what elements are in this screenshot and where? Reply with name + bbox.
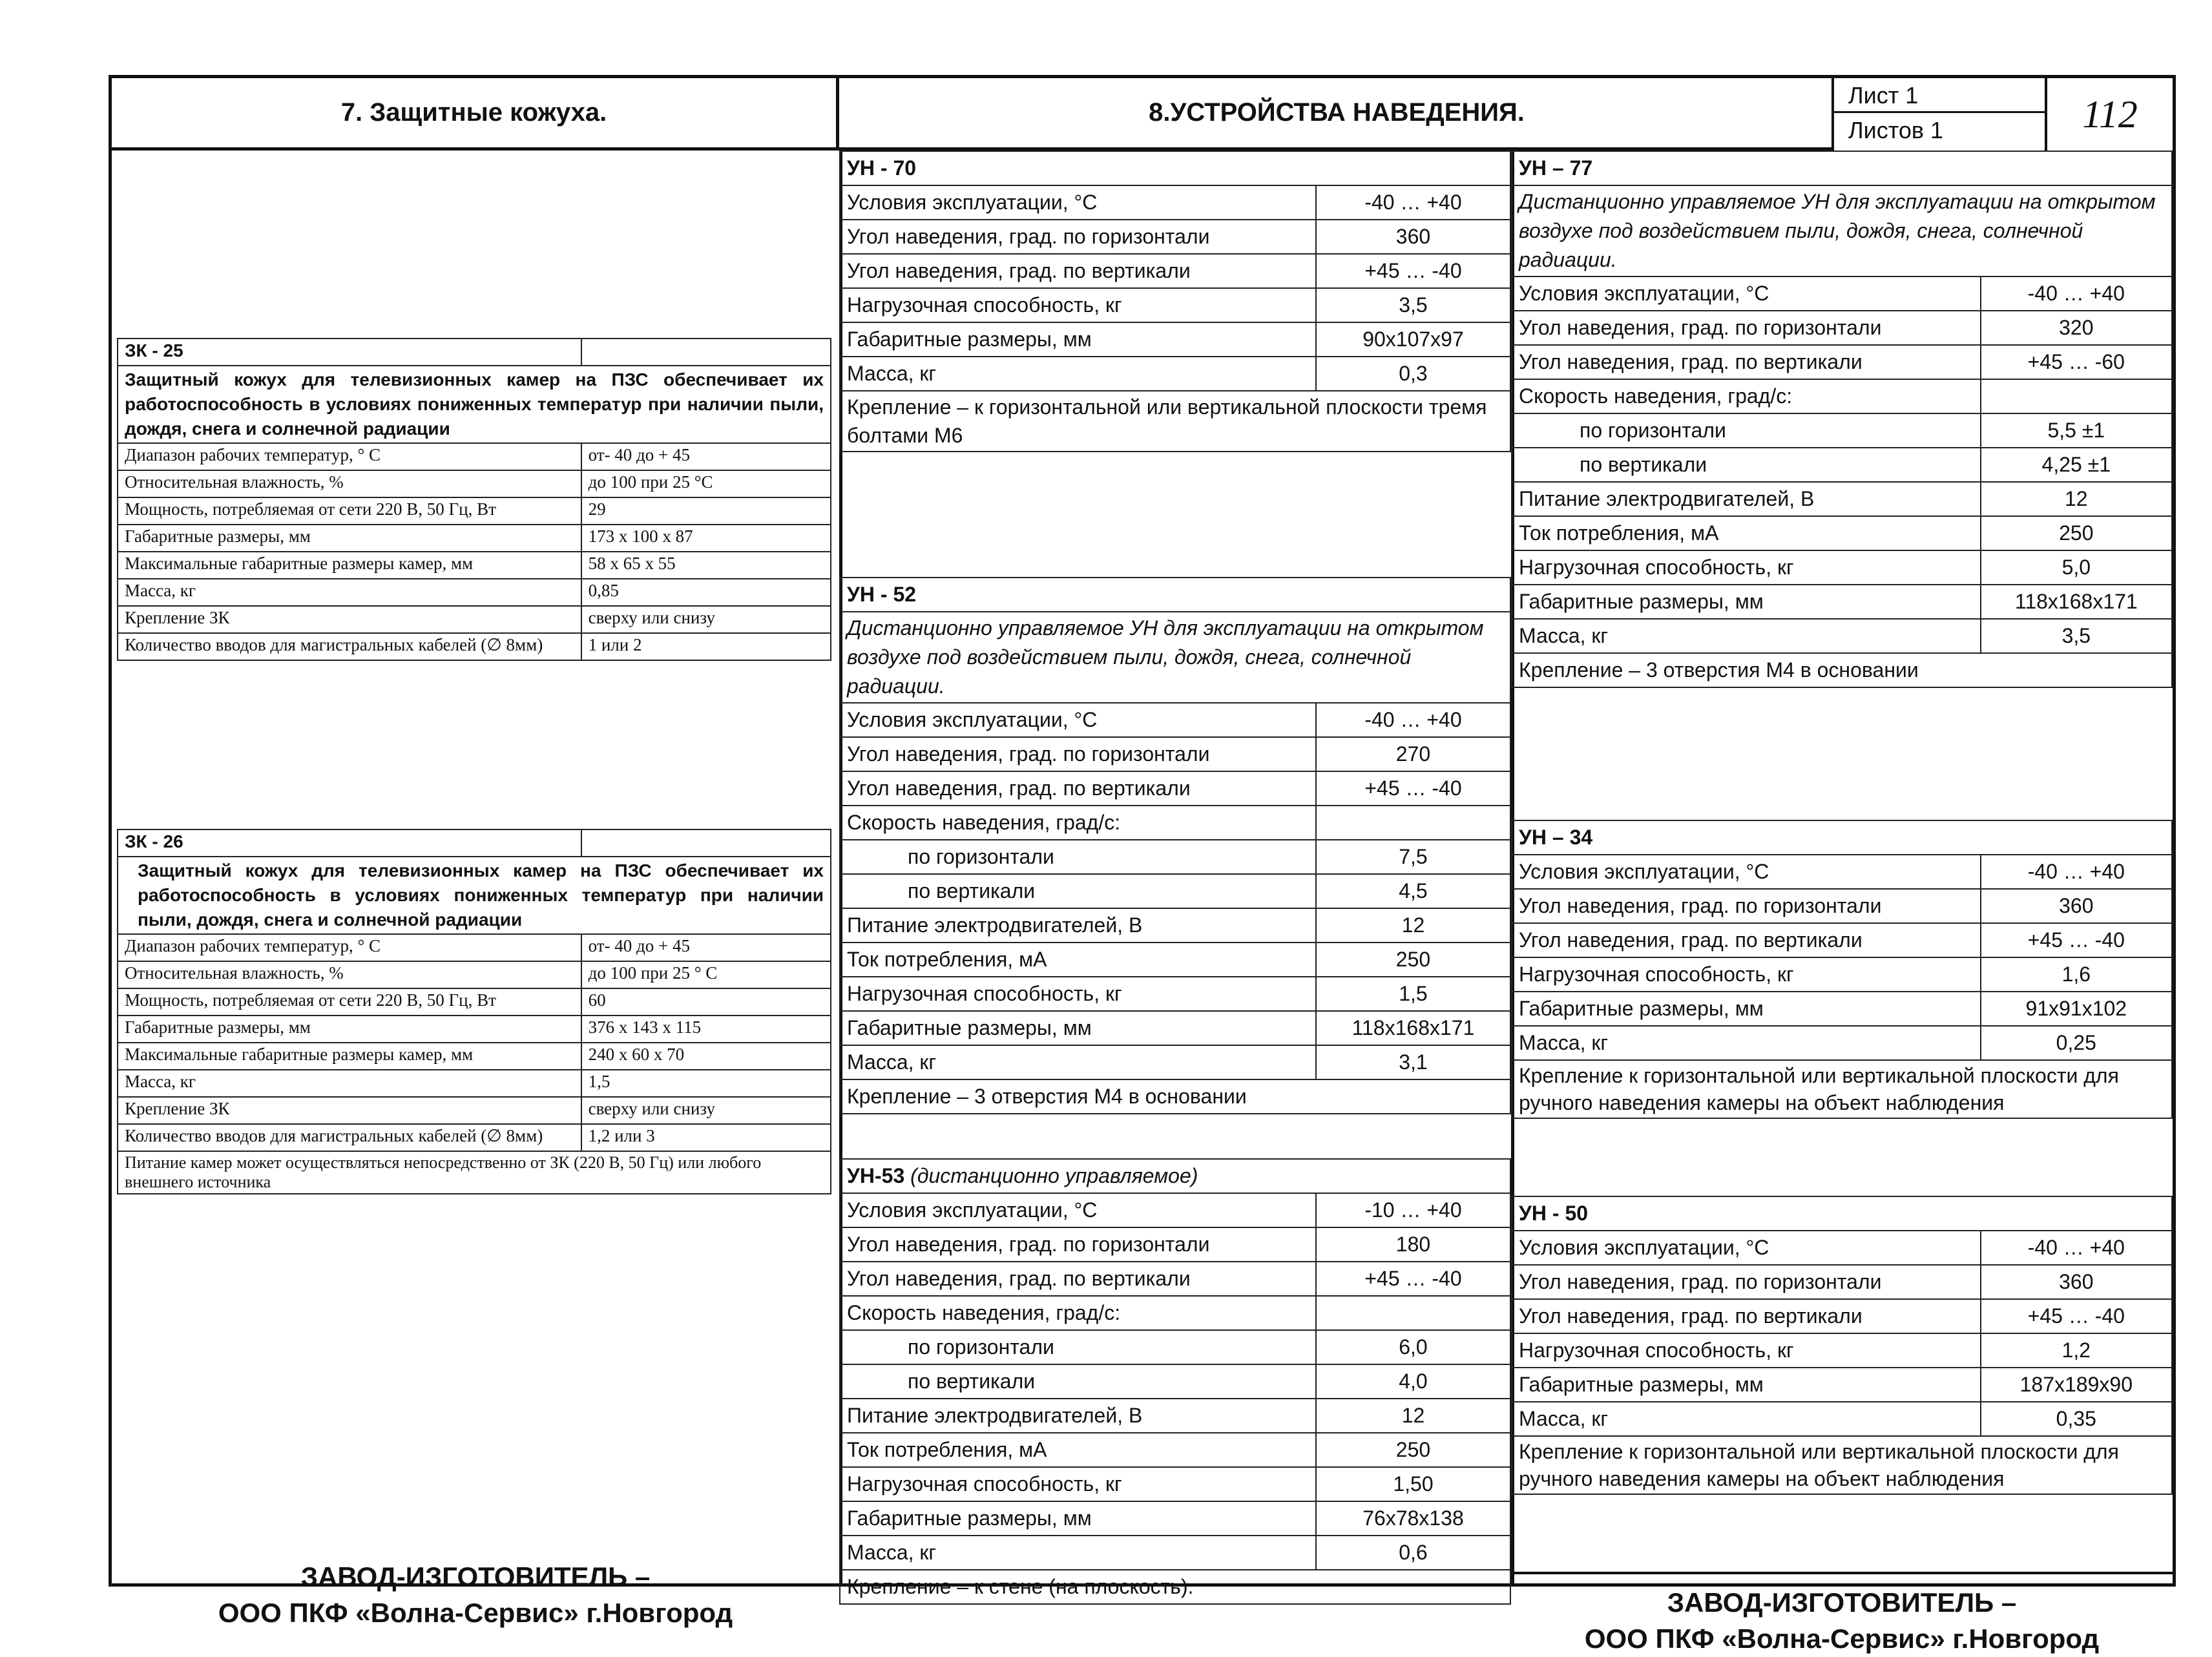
un53-table (839, 1158, 1511, 1605)
spec-row (840, 254, 1510, 288)
manufacturer-line2: ООО ПКФ «Волна-Сервис» г.Новгород (1584, 1623, 2100, 1654)
un77-speed-v: 4,25 ±1 (1981, 448, 2172, 482)
spec-label: Угол наведения, град. по вертикали (1512, 345, 1981, 379)
spec-value: 0,85 (581, 579, 831, 606)
spec-label: Габаритные размеры, мм (118, 1016, 581, 1043)
un77-speed-h-label: по горизонтали (1512, 413, 1981, 448)
spec-row (118, 961, 831, 988)
un77-description: Дистанционно управляемое УН для эксплуатации на открытом воздухе под воздействием пыли, дождя, снега, солнечной радиации. (1512, 185, 2172, 276)
spec-label: Масса, кг (118, 1070, 581, 1097)
spec-label: Нагрузочная способность, кг (840, 1467, 1316, 1501)
un53-mount: Крепление – к стене (на плоскость). (840, 1570, 1510, 1604)
spec-row (840, 357, 1510, 391)
spec-label: Ток потребления, мА (840, 943, 1316, 977)
zk26-spec-rows (118, 934, 831, 1151)
spec-label: Масса, кг (118, 579, 581, 606)
spec-label: Условия эксплуатации, °С (840, 185, 1316, 220)
spec-label: Крепление ЗК (118, 606, 581, 633)
spec-row (118, 1070, 831, 1097)
spec-value: до 100 при 25 °С (581, 470, 831, 497)
spec-value: +45 … -40 (1316, 254, 1510, 288)
spec-row (118, 606, 831, 633)
spec-label: Угол наведения, град. по вертикали (840, 1262, 1316, 1296)
un53-code: УН-53 (847, 1164, 905, 1187)
section-title-protective-housings: 7. Защитные кожуха. (112, 78, 839, 151)
spec-row (118, 525, 831, 552)
un34-table (1511, 820, 2173, 1119)
spec-row (840, 908, 1510, 943)
spec-row (840, 1536, 1510, 1570)
spec-label: Мощность, потребляемая от сети 220 В, 50 Гц, Вт (118, 988, 581, 1016)
manufacturer-line1: ЗАВОД-ИЗГОТОВИТЕЛЬ – (1667, 1587, 2017, 1618)
un77-speed-h: 5,5 ±1 (1981, 413, 2172, 448)
un34-code: УН – 34 (1512, 820, 2172, 855)
spec-row (840, 977, 1510, 1011)
spec-row (118, 1043, 831, 1070)
spec-label: Нагрузочная способность, кг (840, 288, 1316, 322)
spec-row (840, 1045, 1510, 1079)
spec-value: 90х107х97 (1316, 322, 1510, 357)
un34-spec-rows (1512, 855, 2172, 1060)
spec-label: Угол наведения, град. по горизонтали (1512, 311, 1981, 345)
spec-value: 118х168х171 (1981, 585, 2172, 619)
un50-table (1511, 1196, 2173, 1495)
spec-value: 250 (1981, 516, 2172, 550)
spec-value: 250 (1316, 943, 1510, 977)
spec-row (840, 288, 1510, 322)
spec-value: -40 … +40 (1316, 703, 1510, 737)
spec-label: Ток потребления, мА (1512, 516, 1981, 550)
spec-value: 0,25 (1981, 1026, 2172, 1060)
spec-value: 0,3 (1316, 357, 1510, 391)
spec-value: 3,5 (1981, 619, 2172, 653)
spec-row (840, 703, 1510, 737)
spec-row (840, 1399, 1510, 1433)
spec-value: +45 … -40 (1981, 1299, 2172, 1333)
spec-label: Питание электродвигателей, В (840, 1399, 1316, 1433)
spec-row (118, 1016, 831, 1043)
spec-value: 0,35 (1981, 1402, 2172, 1436)
spec-value: 1,2 или 3 (581, 1124, 831, 1151)
spec-row (1512, 1402, 2172, 1436)
un53-spec-rows (840, 1193, 1510, 1296)
spec-label: Угол наведения, град. по горизонтали (1512, 889, 1981, 923)
spec-row (1512, 585, 2172, 619)
spec-label: Диапазон рабочих температур, ° С (118, 934, 581, 961)
spec-row (118, 633, 831, 660)
spec-row (1512, 1368, 2172, 1402)
zk25-block (117, 338, 831, 661)
spec-label: Крепление ЗК (118, 1097, 581, 1124)
spec-label: Нагрузочная способность, кг (1512, 1333, 1981, 1368)
spec-row (840, 1193, 1510, 1227)
spec-label: Условия эксплуатации, °С (1512, 855, 1981, 889)
page-number: 112 (2045, 78, 2173, 151)
column-protective-housings (112, 151, 842, 1628)
spec-label: Угол наведения, град. по вертикали (840, 254, 1316, 288)
spec-label: Условия эксплуатации, °С (1512, 276, 1981, 311)
un70-table (839, 151, 1511, 452)
un53-spec-rows-2 (840, 1399, 1510, 1570)
un77-speed-v-label: по вертикали (1512, 448, 1981, 482)
spec-value: +45 … -40 (1316, 1262, 1510, 1296)
spec-value: 60 (581, 988, 831, 1016)
manufacturer-left (112, 1559, 839, 1631)
spec-value: 29 (581, 497, 831, 525)
spec-label: Условия эксплуатации, °С (840, 1193, 1316, 1227)
spec-row (1512, 992, 2172, 1026)
spec-value: 250 (1316, 1433, 1510, 1467)
zk26-table (117, 829, 831, 1194)
spec-value: 360 (1981, 1265, 2172, 1299)
spec-row (1512, 516, 2172, 550)
spec-value: 5,0 (1981, 550, 2172, 585)
spec-row (840, 1467, 1510, 1501)
spec-row (1512, 619, 2172, 653)
column-pointing-devices-2 (1511, 151, 2173, 1654)
spec-value: 187х189х90 (1981, 1368, 2172, 1402)
manufacturer-line2: ООО ПКФ «Волна-Сервис» г.Новгород (218, 1598, 733, 1628)
un52-spec-rows (840, 703, 1510, 806)
spec-value: +45 … -40 (1981, 923, 2172, 957)
spec-value: 180 (1316, 1227, 1510, 1262)
spec-value: сверху или снизу (581, 606, 831, 633)
un52-speed-v-label: по вертикали (840, 874, 1316, 908)
spec-label: Нагрузочная способность, кг (1512, 957, 1981, 992)
spec-row (840, 185, 1510, 220)
spec-label: Угол наведения, град. по горизонтали (840, 737, 1316, 771)
un52-speed-v: 4,5 (1316, 874, 1510, 908)
zk26-note: Питание камер может осуществляться непосредственно от ЗК (220 В, 50 Гц) или любого внешнего источника (118, 1151, 831, 1194)
spec-value: 118х168х171 (1316, 1011, 1510, 1045)
spec-value: 1,5 (1316, 977, 1510, 1011)
un70-block (839, 151, 1511, 452)
spec-value: сверху или снизу (581, 1097, 831, 1124)
spec-label: Диапазон рабочих температур, ° С (118, 443, 581, 470)
spec-label: Угол наведения, град. по вертикали (1512, 923, 1981, 957)
spec-value: до 100 при 25 ° С (581, 961, 831, 988)
spec-row (840, 1227, 1510, 1262)
spec-row (1512, 482, 2172, 516)
un52-mount: Крепление – 3 отверстия М4 в основании (840, 1079, 1510, 1114)
spec-label: Количество вводов для магистральных кабелей (∅ 8мм) (118, 633, 581, 660)
spec-row (1512, 1299, 2172, 1333)
un34-mount: Крепление к горизонтальной или вертикальной плоскости для ручного наведения камеры на объект наблюдения (1512, 1060, 2172, 1118)
spec-row (118, 1124, 831, 1151)
spec-label: Масса, кг (840, 357, 1316, 391)
spec-label: Габаритные размеры, мм (840, 1501, 1316, 1536)
un77-speed-label: Скорость наведения, град/с: (1512, 379, 1981, 413)
spec-value: 0,6 (1316, 1536, 1510, 1570)
un52-block (839, 577, 1511, 1114)
manufacturer-right (1511, 1572, 2173, 1657)
spec-row (1512, 1231, 2172, 1265)
spec-value: 91х91х102 (1981, 992, 2172, 1026)
spec-label: Максимальные габаритные размеры камер, мм (118, 1043, 581, 1070)
spec-row (840, 220, 1510, 254)
spec-value: 240 х 60 х 70 (581, 1043, 831, 1070)
spec-row (840, 322, 1510, 357)
spec-label: Относительная влажность, % (118, 470, 581, 497)
zk25-table (117, 338, 831, 661)
spec-row (118, 443, 831, 470)
spec-value: 1,2 (1981, 1333, 2172, 1368)
spec-value: 360 (1981, 889, 2172, 923)
spec-value: от- 40 до + 45 (581, 443, 831, 470)
spec-label: Нагрузочная способность, кг (1512, 550, 1981, 585)
spec-value: +45 … -40 (1316, 771, 1510, 806)
spec-row (1512, 276, 2172, 311)
spec-label: Угол наведения, град. по горизонтали (840, 220, 1316, 254)
spec-row (118, 497, 831, 525)
un77-table (1511, 151, 2173, 688)
spec-value: от- 40 до + 45 (581, 934, 831, 961)
spec-label: Условия эксплуатации, °С (1512, 1231, 1981, 1265)
spec-label: Угол наведения, град. по вертикали (840, 771, 1316, 806)
un77-spec-rows (1512, 276, 2172, 379)
spec-value: 1,50 (1316, 1467, 1510, 1501)
spec-value: -40 … +40 (1981, 1231, 2172, 1265)
spec-label: Масса, кг (840, 1536, 1316, 1570)
un53-speed-v: 4,0 (1316, 1364, 1510, 1399)
zk25-code: ЗК - 25 (118, 339, 581, 366)
un53-speed-label: Скорость наведения, град/с: (840, 1296, 1316, 1330)
un52-code: УН - 52 (840, 578, 1510, 612)
sheets-total-label: Листов 1 (1848, 117, 1943, 143)
spec-row (1512, 1333, 2172, 1368)
spec-label: Условия эксплуатации, °С (840, 703, 1316, 737)
spec-value: 58 х 65 х 55 (581, 552, 831, 579)
spec-row (840, 1501, 1510, 1536)
spec-label: Количество вводов для магистральных кабелей (∅ 8мм) (118, 1124, 581, 1151)
spec-row (1512, 855, 2172, 889)
spec-row (840, 771, 1510, 806)
un52-speed-h: 7,5 (1316, 840, 1510, 874)
un52-spec-rows-2 (840, 908, 1510, 1079)
un77-mount: Крепление – 3 отверстия М4 в основании (1512, 653, 2172, 687)
un70-mount: Крепление – к горизонтальной или вертикальной плоскости тремя болтами М6 (840, 391, 1510, 452)
spec-label: Угол наведения, град. по горизонтали (840, 1227, 1316, 1262)
spec-value: 173 х 100 х 87 (581, 525, 831, 552)
spec-label: Габаритные размеры, мм (840, 322, 1316, 357)
spec-label: Ток потребления, мА (840, 1433, 1316, 1467)
spec-label: Габаритные размеры, мм (1512, 1368, 1981, 1402)
spec-row (1512, 957, 2172, 992)
spec-label: Питание электродвигателей, В (840, 908, 1316, 943)
section-title-pointing-devices: 8.УСТРОЙСТВА НАВЕДЕНИЯ. (839, 78, 1834, 151)
document-frame (109, 75, 2176, 1654)
spec-value: 3,1 (1316, 1045, 1510, 1079)
un53-speed-h: 6,0 (1316, 1330, 1510, 1364)
spec-label: Масса, кг (1512, 1026, 1981, 1060)
spec-value: 360 (1316, 220, 1510, 254)
spec-row (1512, 311, 2172, 345)
spec-row (840, 1011, 1510, 1045)
spec-value: 376 х 143 х 115 (581, 1016, 831, 1043)
un34-block (1511, 820, 2173, 1119)
spec-row (1512, 550, 2172, 585)
spec-label: Нагрузочная способность, кг (840, 977, 1316, 1011)
spec-value: 76х78х138 (1316, 1501, 1510, 1536)
un77-code: УН – 77 (1512, 151, 2172, 185)
un53-speed-h-label: по горизонтали (840, 1330, 1316, 1364)
spec-label: Масса, кг (1512, 619, 1981, 653)
spec-row (840, 943, 1510, 977)
zk25-description: Защитный кожух для телевизионных камер на ПЗС обеспечивает их работоспособность в условиях пониженных температур при наличии пыли, дождя, снега и солнечной радиации (118, 366, 831, 443)
spec-label: Угол наведения, град. по вертикали (1512, 1299, 1981, 1333)
column-pointing-devices-1 (839, 151, 1514, 1598)
spec-row (840, 1433, 1510, 1467)
spec-label: Мощность, потребляемая от сети 220 В, 50 Гц, Вт (118, 497, 581, 525)
spec-label: Габаритные размеры, мм (1512, 585, 1981, 619)
spec-label: Габаритные размеры, мм (840, 1011, 1316, 1045)
spec-value: +45 … -60 (1981, 345, 2172, 379)
spec-value: 12 (1316, 908, 1510, 943)
spec-value: -40 … +40 (1981, 276, 2172, 311)
zk26-code: ЗК - 26 (118, 829, 581, 857)
zk26-block (117, 829, 831, 1194)
manufacturer-line1: ЗАВОД-ИЗГОТОВИТЕЛЬ – (300, 1561, 651, 1592)
un50-mount: Крепление к горизонтальной или вертикальной плоскости для ручного наведения камеры на объект наблюдения (1512, 1436, 2172, 1494)
spec-label: Угол наведения, град. по горизонтали (1512, 1265, 1981, 1299)
un52-speed-label: Скорость наведения, град/с: (840, 806, 1316, 840)
zk26-description: Защитный кожух для телевизионных камер на ПЗС обеспечивает их работоспособность в условиях пониженных температур при наличии пыли, дождя, снега и солнечной радиации (118, 857, 831, 934)
spec-row (118, 579, 831, 606)
spec-value: -10 … +40 (1316, 1193, 1510, 1227)
spec-row (1512, 1265, 2172, 1299)
un77-spec-rows-2 (1512, 482, 2172, 653)
spec-label: Относительная влажность, % (118, 961, 581, 988)
un50-code: УН - 50 (1512, 1196, 2172, 1231)
spec-label: Масса, кг (1512, 1402, 1981, 1436)
un52-speed-h-label: по горизонтали (840, 840, 1316, 874)
spec-row (1512, 345, 2172, 379)
spec-label: Максимальные габаритные размеры камер, мм (118, 552, 581, 579)
spec-row (118, 1097, 831, 1124)
spec-row (1512, 923, 2172, 957)
spec-row (118, 988, 831, 1016)
un70-code: УН - 70 (840, 151, 1510, 185)
un52-table (839, 577, 1511, 1114)
sheet-label: Лист 1 (1834, 78, 2045, 113)
spec-value: 270 (1316, 737, 1510, 771)
spec-label: Масса, кг (840, 1045, 1316, 1079)
spec-row (1512, 889, 2172, 923)
spec-label: Питание электродвигателей, В (1512, 482, 1981, 516)
spec-value: 12 (1981, 482, 2172, 516)
zk25-spec-rows (118, 443, 831, 660)
un70-spec-rows (840, 185, 1510, 391)
spec-value: 12 (1316, 1399, 1510, 1433)
spec-row (118, 552, 831, 579)
un50-block (1511, 1196, 2173, 1495)
spec-row (118, 470, 831, 497)
spec-row (840, 737, 1510, 771)
spec-value: 1,5 (581, 1070, 831, 1097)
spec-value: 1 или 2 (581, 633, 831, 660)
spec-label: Габаритные размеры, мм (118, 525, 581, 552)
spec-value: -40 … +40 (1316, 185, 1510, 220)
spec-value: 3,5 (1316, 288, 1510, 322)
spec-value: 320 (1981, 311, 2172, 345)
spec-row (1512, 1026, 2172, 1060)
spec-value: 1,6 (1981, 957, 2172, 992)
spec-label: Габаритные размеры, мм (1512, 992, 1981, 1026)
spec-row (118, 934, 831, 961)
un52-description: Дистанционно управляемое УН для эксплуатации на открытом воздухе под воздействием пыли, дождя, снега, солнечной радиации. (840, 612, 1510, 703)
un53-block (839, 1158, 1511, 1605)
un53-code-note: (дистанционно управляемое) (910, 1164, 1198, 1187)
spec-value: -40 … +40 (1981, 855, 2172, 889)
un77-block (1511, 151, 2173, 688)
un50-spec-rows (1512, 1231, 2172, 1436)
un53-speed-v-label: по вертикали (840, 1364, 1316, 1399)
spec-row (840, 1262, 1510, 1296)
sheet-info (1831, 78, 2045, 151)
